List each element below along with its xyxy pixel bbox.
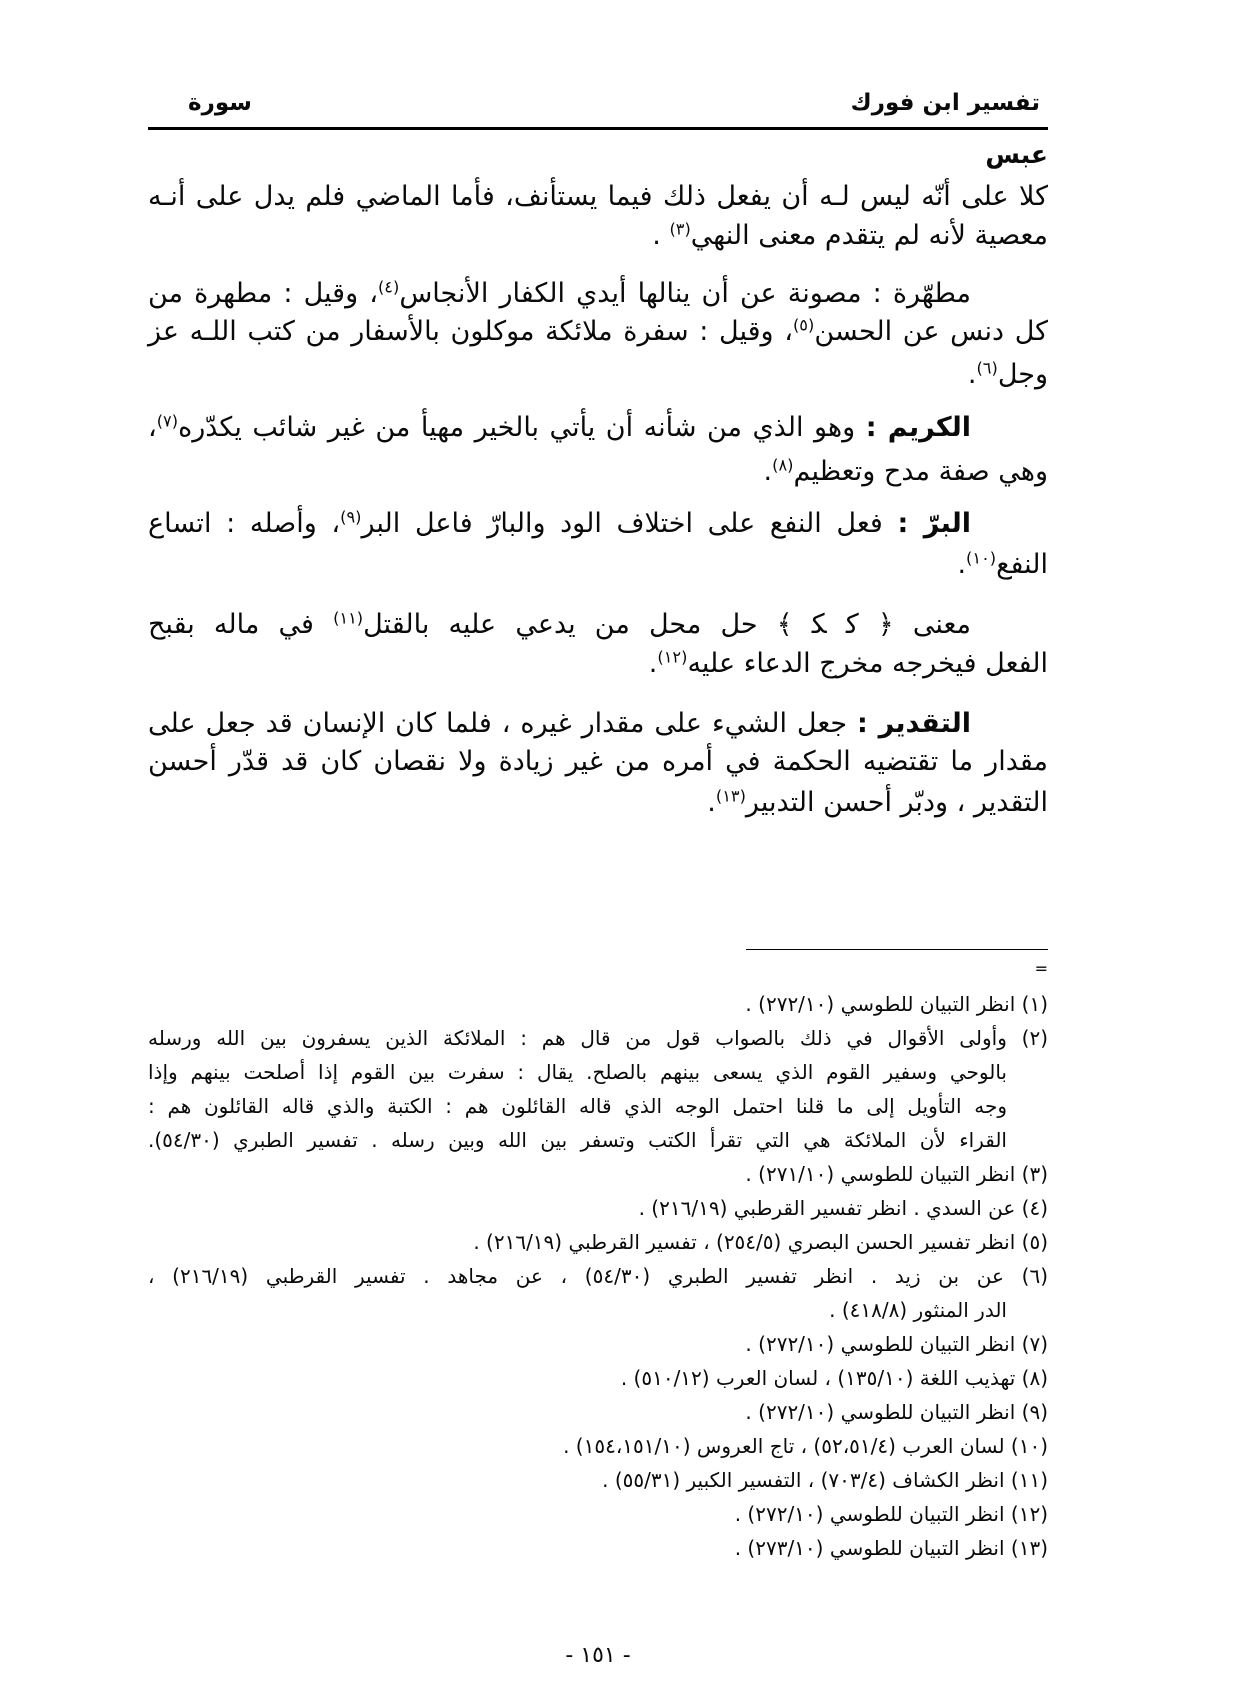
text-run: ، وقيل : سفرة ملائكة موكلون بالأسفار من كتب اللـه عز xyxy=(148,316,793,347)
footnote-line: (١) انظر التبيان للطوسي (٢٧٢/١٠) . xyxy=(745,992,1048,1016)
text-run: . xyxy=(957,549,967,580)
body-line xyxy=(148,177,1048,217)
footnote-line: (٧) انظر التبيان للطوسي (٢٧٢/١٠) . xyxy=(745,1332,1048,1356)
text-run: مقدار ما تقتضيه الحكمة في أمره من غير زيادة ولا نقصان كان قد قدّر أحسن xyxy=(148,746,1048,777)
body-line xyxy=(148,216,1048,256)
footnote-separator xyxy=(746,949,1048,950)
footnote-ref: (١٠) xyxy=(966,548,997,568)
footnote-ref: (٣) xyxy=(669,219,691,239)
running-header xyxy=(188,86,1040,120)
footnote-line: (٤) عن السدي . انظر تفسير القرطبي (٢١٦/١٩) . xyxy=(638,1196,1048,1220)
footnote-line: (٨) تهذيب اللغة (١٣٥/١٠) ، لسان العرب (٥١٠/١٢) . xyxy=(620,1366,1048,1390)
page-number: - ١٥١ - xyxy=(565,1643,631,1668)
text-run: . xyxy=(707,787,716,818)
text-run: ، xyxy=(148,412,157,443)
bold-term: التقدير : xyxy=(857,708,971,739)
body-line xyxy=(148,408,1048,448)
text-run: النفع xyxy=(996,549,1048,580)
footnote-line: (٣) انظر التبيان للطوسي (٢٧١/١٠) . xyxy=(745,1162,1048,1186)
body-line xyxy=(148,605,1048,645)
book-title: تفسير ابن فورك xyxy=(850,90,1040,116)
body-line xyxy=(148,504,1048,544)
text-run: في ماله بقبح xyxy=(148,609,334,640)
text-run: . xyxy=(763,456,773,487)
text-run: ، وأصله : اتساع xyxy=(148,508,341,539)
footnote-line: القراء لأن الملائكة هي التي تقرأ الكتب وتسفر بين الله وبين رسله . تفسير الطبري (٥٤/٣٠). xyxy=(148,1128,1007,1152)
footnote-ref: (٩) xyxy=(340,507,362,527)
body-line xyxy=(148,742,1048,782)
footnote-line: (٥) انظر تفسير الحسن البصري (٢٥٤/٥) ، تفسير القرطبي (٢١٦/١٩) . xyxy=(473,1230,1048,1254)
body-line xyxy=(148,274,1048,314)
footnote-ref: (٤) xyxy=(377,277,400,297)
text-run: . xyxy=(967,359,977,390)
text-run: . xyxy=(648,648,658,679)
body-line xyxy=(148,783,1048,823)
footnote-ref: (١٢) xyxy=(657,647,688,667)
body-line xyxy=(148,355,1048,395)
footnote-line: الدر المنثور (٤١٨/٨) . xyxy=(829,1298,1007,1322)
footnote-ref: (١٣) xyxy=(715,786,746,806)
text-run: معصية لأنه لم يتقدم معنى النهي xyxy=(690,220,1048,251)
text-run: فعل النفع على اختلاف الود والبارّ فاعل البر xyxy=(361,508,898,539)
footnote-ref: (٨) xyxy=(772,455,794,475)
surah-name: عبس xyxy=(985,140,1048,169)
text-run: ، وقيل : مطهرة من xyxy=(148,278,378,309)
footnote-line: (١١) انظر الكشاف (٧٠٣/٤) ، التفسير الكبير (٥٥/٣١) . xyxy=(602,1468,1048,1492)
text-run: معنى ﴿ ﮐ ﮑ ﴾ حل محل من يدعي عليه بالقتل xyxy=(363,609,971,640)
surah-label: سورة xyxy=(188,90,252,116)
text-run: كل دنس عن الحسن xyxy=(814,316,1048,347)
footnote-separator-mark: = xyxy=(1034,959,1048,978)
footnote-ref: (٥) xyxy=(792,315,815,335)
footnote-line: بالوحي وسفير القوم الذي يسعى بينهم بالصلح. يقال : سفرت بين القوم إذا أصلحت بينهم وإذا xyxy=(148,1060,1007,1084)
text-run: وجل xyxy=(997,359,1048,390)
text-run: وهو الذي من شأنه أن يأتي بالخير مهيأ من غير شائب يكدّره xyxy=(178,412,866,443)
text-run: كلا على أنّه ليس لـه أن يفعل ذلك فيما يستأنف، فأما الماضي فلم يدل على أنـه xyxy=(148,181,1048,212)
footnote-line: (٦) عن بن زيد . انظر تفسير الطبري (٥٤/٣٠) ، عن مجاهد . تفسير القرطبي (٢١٦/١٩) ، xyxy=(148,1264,1048,1288)
footnote-line: (٢) وأولى الأقوال في ذلك بالصواب قول من قال هم : الملائكة الذين يسفرون بين الله ورسله xyxy=(148,1026,1048,1050)
body-line xyxy=(148,644,1048,684)
footnote-line: (٩) انظر التبيان للطوسي (٢٧٢/١٠) . xyxy=(745,1400,1048,1424)
footnote-ref: (١١) xyxy=(333,608,364,628)
body-line xyxy=(148,312,1048,352)
body-line xyxy=(148,704,1048,744)
text-run: مطهّرة : مصونة عن أن ينالها أيدي الكفار الأنجاس xyxy=(399,278,971,309)
bold-term: البرّ : xyxy=(897,508,971,539)
text-run: الفعل فيخرجه مخرج الدعاء عليه xyxy=(687,648,1048,679)
bold-term: الكريم : xyxy=(865,412,971,443)
footnote-line: (١٠) لسان العرب (٥٢،٥١/٤) ، تاج العروس (١٥٤،١٥١/١٠) . xyxy=(563,1434,1048,1458)
footnote-line: وجه التأويل إلى ما قلنا احتمل الوجه الذي قاله القائلون هم : الكتبة والذي قاله القائلون هم : xyxy=(148,1094,1007,1118)
footnote-ref: (٦) xyxy=(976,358,998,378)
text-run: وهي صفة مدح وتعظيم xyxy=(793,456,1048,487)
footnote-line: (١٣) انظر التبيان للطوسي (٢٧٣/١٠) . xyxy=(734,1536,1048,1560)
footnote-ref: (٧) xyxy=(156,411,179,431)
text-run: جعل الشيء على مقدار غيره ، فلما كان الإنسان قد جعل على xyxy=(148,708,858,739)
text-run: التقدير ، ودبّر أحسن التدبير xyxy=(745,787,1048,818)
header-rule xyxy=(148,127,1048,130)
footnote-line: (١٢) انظر التبيان للطوسي (٢٧٢/١٠) . xyxy=(734,1502,1048,1526)
text-run: . xyxy=(652,220,670,251)
body-line xyxy=(148,545,1048,585)
body-line xyxy=(148,452,1048,492)
